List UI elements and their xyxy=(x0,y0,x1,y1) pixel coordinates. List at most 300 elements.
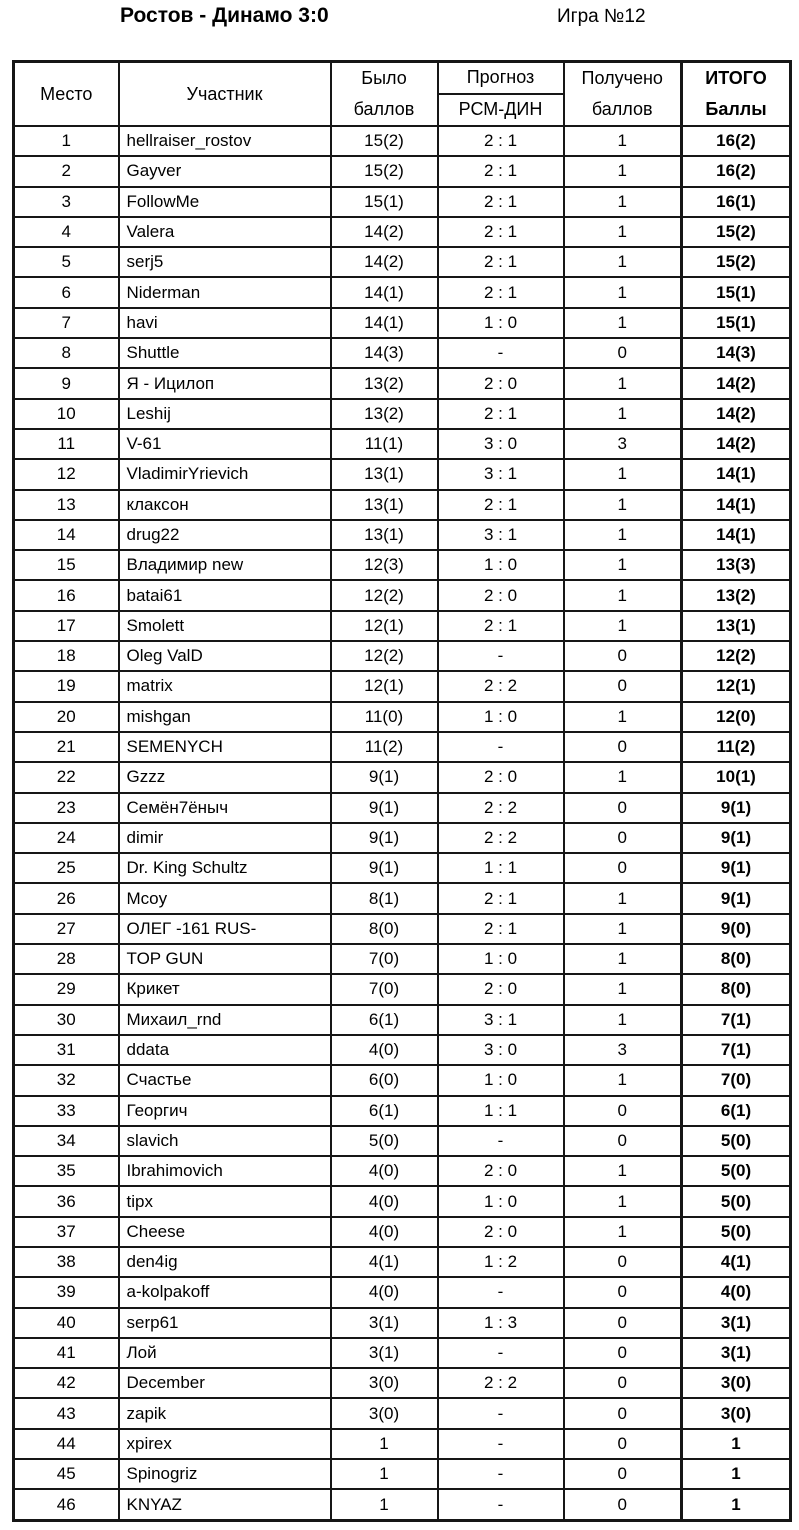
received-points-cell: 0 xyxy=(564,1126,682,1156)
total-points-cell: 1 xyxy=(682,1459,791,1489)
received-points-cell: 1 xyxy=(564,399,682,429)
received-points-cell: 1 xyxy=(564,914,682,944)
participant-cell: serp61 xyxy=(119,1308,331,1338)
place-cell: 40 xyxy=(14,1308,119,1338)
had-points-cell: 11(1) xyxy=(331,429,438,459)
table-row xyxy=(14,641,791,671)
forecast-cell: 2 : 0 xyxy=(438,1217,564,1247)
place-cell: 37 xyxy=(14,1217,119,1247)
table-row xyxy=(14,156,791,186)
total-points-cell: 9(0) xyxy=(682,914,791,944)
col-header-forecast-label: Прогноз xyxy=(466,67,535,88)
total-points-cell: 3(0) xyxy=(682,1398,791,1428)
had-points-cell: 13(2) xyxy=(331,368,438,398)
forecast-cell: - xyxy=(438,1489,564,1520)
place-cell: 20 xyxy=(14,702,119,732)
place-cell: 34 xyxy=(14,1126,119,1156)
total-points-cell: 3(1) xyxy=(682,1338,791,1368)
received-points-cell: 1 xyxy=(564,611,682,641)
table-row xyxy=(14,1217,791,1247)
had-points-cell: 9(1) xyxy=(331,823,438,853)
had-points-cell: 1 xyxy=(331,1489,438,1520)
total-points-cell: 15(1) xyxy=(682,277,791,307)
place-cell: 30 xyxy=(14,1005,119,1035)
participant-cell: Я - Ицилоп xyxy=(119,368,331,398)
col-header-had-line1: Было xyxy=(361,68,407,88)
participant-cell: zapik xyxy=(119,1398,331,1428)
forecast-cell: 2 : 1 xyxy=(438,217,564,247)
received-points-cell: 0 xyxy=(564,1489,682,1520)
table-row xyxy=(14,1459,791,1489)
received-points-cell: 1 xyxy=(564,944,682,974)
had-points-cell: 12(1) xyxy=(331,671,438,701)
had-points-cell: 4(0) xyxy=(331,1035,438,1065)
table-row xyxy=(14,671,791,701)
col-header-received-points xyxy=(564,62,682,127)
participant-cell: a-kolpakoff xyxy=(119,1277,331,1307)
col-header-had-points xyxy=(331,62,438,127)
received-points-cell: 0 xyxy=(564,793,682,823)
received-points-cell: 1 xyxy=(564,459,682,489)
total-points-cell: 1 xyxy=(682,1489,791,1520)
participant-cell: клаксон xyxy=(119,490,331,520)
participant-cell: Gzzz xyxy=(119,762,331,792)
forecast-cell: 2 : 1 xyxy=(438,126,564,156)
place-cell: 17 xyxy=(14,611,119,641)
had-points-cell: 14(2) xyxy=(331,247,438,277)
received-points-cell: 1 xyxy=(564,1065,682,1095)
had-points-cell: 13(2) xyxy=(331,399,438,429)
table-row xyxy=(14,823,791,853)
col-header-forecast xyxy=(438,62,564,94)
received-points-cell: 1 xyxy=(564,520,682,550)
received-points-cell: 1 xyxy=(564,550,682,580)
participant-cell: Mcoy xyxy=(119,883,331,913)
col-header-match-code xyxy=(438,94,564,126)
place-cell: 24 xyxy=(14,823,119,853)
table-row xyxy=(14,732,791,762)
place-cell: 13 xyxy=(14,490,119,520)
place-cell: 41 xyxy=(14,1338,119,1368)
forecast-cell: 2 : 1 xyxy=(438,247,564,277)
had-points-cell: 7(0) xyxy=(331,974,438,1004)
had-points-cell: 9(1) xyxy=(331,793,438,823)
had-points-cell: 3(0) xyxy=(331,1368,438,1398)
table-row xyxy=(14,944,791,974)
participant-cell: hellraiser_rostov xyxy=(119,126,331,156)
participant-cell: ОЛЕГ -161 RUS- xyxy=(119,914,331,944)
total-points-cell: 14(1) xyxy=(682,459,791,489)
had-points-cell: 9(1) xyxy=(331,762,438,792)
standings-body xyxy=(14,126,791,1520)
received-points-cell: 1 xyxy=(564,490,682,520)
participant-cell: slavich xyxy=(119,1126,331,1156)
forecast-cell: 2 : 2 xyxy=(438,793,564,823)
place-cell: 27 xyxy=(14,914,119,944)
received-points-cell: 1 xyxy=(564,247,682,277)
forecast-cell: 3 : 0 xyxy=(438,429,564,459)
table-header xyxy=(14,62,791,127)
forecast-cell: - xyxy=(438,338,564,368)
had-points-cell: 15(1) xyxy=(331,187,438,217)
forecast-cell: 1 : 0 xyxy=(438,308,564,338)
col-header-total xyxy=(682,62,791,127)
received-points-cell: 0 xyxy=(564,853,682,883)
place-cell: 15 xyxy=(14,550,119,580)
table-row xyxy=(14,550,791,580)
received-points-cell: 0 xyxy=(564,338,682,368)
participant-cell: dimir xyxy=(119,823,331,853)
table-row xyxy=(14,429,791,459)
forecast-cell: - xyxy=(438,732,564,762)
place-cell: 23 xyxy=(14,793,119,823)
forecast-cell: 2 : 1 xyxy=(438,611,564,641)
place-cell: 21 xyxy=(14,732,119,762)
forecast-cell: 2 : 1 xyxy=(438,277,564,307)
col-header-received-line1: Получено xyxy=(581,68,663,88)
place-cell: 38 xyxy=(14,1247,119,1277)
place-cell: 8 xyxy=(14,338,119,368)
participant-cell: December xyxy=(119,1368,331,1398)
total-points-cell: 13(2) xyxy=(682,580,791,610)
received-points-cell: 0 xyxy=(564,1338,682,1368)
total-points-cell: 14(1) xyxy=(682,520,791,550)
total-points-cell: 3(0) xyxy=(682,1368,791,1398)
col-header-place-label: Место xyxy=(40,83,93,104)
received-points-cell: 1 xyxy=(564,1005,682,1035)
forecast-cell: 2 : 1 xyxy=(438,883,564,913)
place-cell: 43 xyxy=(14,1398,119,1428)
place-cell: 32 xyxy=(14,1065,119,1095)
place-cell: 1 xyxy=(14,126,119,156)
received-points-cell: 0 xyxy=(564,1459,682,1489)
had-points-cell: 4(0) xyxy=(331,1156,438,1186)
had-points-cell: 8(1) xyxy=(331,883,438,913)
received-points-cell: 1 xyxy=(564,1156,682,1186)
table-row xyxy=(14,883,791,913)
table-row xyxy=(14,914,791,944)
forecast-cell: 2 : 1 xyxy=(438,399,564,429)
participant-cell: drug22 xyxy=(119,520,331,550)
participant-cell: matrix xyxy=(119,671,331,701)
place-cell: 12 xyxy=(14,459,119,489)
table-row xyxy=(14,459,791,489)
received-points-cell: 1 xyxy=(564,368,682,398)
forecast-cell: 1 : 1 xyxy=(438,853,564,883)
table-row xyxy=(14,974,791,1004)
had-points-cell: 8(0) xyxy=(331,914,438,944)
forecast-cell: - xyxy=(438,1398,564,1428)
received-points-cell: 0 xyxy=(564,1308,682,1338)
total-points-cell: 15(1) xyxy=(682,308,791,338)
had-points-cell: 11(0) xyxy=(331,702,438,732)
total-points-cell: 14(3) xyxy=(682,338,791,368)
total-points-cell: 7(1) xyxy=(682,1005,791,1035)
place-cell: 46 xyxy=(14,1489,119,1520)
table-row xyxy=(14,1489,791,1520)
had-points-cell: 5(0) xyxy=(331,1126,438,1156)
forecast-cell: 3 : 0 xyxy=(438,1035,564,1065)
total-points-cell: 5(0) xyxy=(682,1217,791,1247)
forecast-cell: 1 : 0 xyxy=(438,550,564,580)
forecast-cell: - xyxy=(438,641,564,671)
had-points-cell: 1 xyxy=(331,1429,438,1459)
table-row xyxy=(14,793,791,823)
forecast-cell: 1 : 1 xyxy=(438,1096,564,1126)
received-points-cell: 1 xyxy=(564,580,682,610)
col-header-total-line2: Баллы xyxy=(705,99,767,119)
table-row xyxy=(14,762,791,792)
forecast-cell: 2 : 1 xyxy=(438,156,564,186)
place-cell: 11 xyxy=(14,429,119,459)
place-cell: 4 xyxy=(14,217,119,247)
place-cell: 3 xyxy=(14,187,119,217)
participant-cell: Smolett xyxy=(119,611,331,641)
received-points-cell: 0 xyxy=(564,671,682,701)
forecast-cell: 2 : 0 xyxy=(438,1156,564,1186)
had-points-cell: 11(2) xyxy=(331,732,438,762)
total-points-cell: 5(0) xyxy=(682,1156,791,1186)
total-points-cell: 14(2) xyxy=(682,368,791,398)
participant-cell: Михаил_rnd xyxy=(119,1005,331,1035)
received-points-cell: 1 xyxy=(564,308,682,338)
participant-cell: Cheese xyxy=(119,1217,331,1247)
table-row xyxy=(14,1065,791,1095)
place-cell: 22 xyxy=(14,762,119,792)
col-header-total-line1: ИТОГО xyxy=(705,68,767,88)
had-points-cell: 4(0) xyxy=(331,1277,438,1307)
total-points-cell: 16(2) xyxy=(682,126,791,156)
table-row xyxy=(14,1005,791,1035)
participant-cell: Лой xyxy=(119,1338,331,1368)
place-cell: 39 xyxy=(14,1277,119,1307)
received-points-cell: 1 xyxy=(564,217,682,247)
total-points-cell: 15(2) xyxy=(682,247,791,277)
standings-table xyxy=(12,60,792,1522)
participant-cell: batai61 xyxy=(119,580,331,610)
had-points-cell: 6(0) xyxy=(331,1065,438,1095)
total-points-cell: 9(1) xyxy=(682,823,791,853)
total-points-cell: 13(3) xyxy=(682,550,791,580)
participant-cell: Gayver xyxy=(119,156,331,186)
total-points-cell: 5(0) xyxy=(682,1186,791,1216)
place-cell: 31 xyxy=(14,1035,119,1065)
place-cell: 16 xyxy=(14,580,119,610)
table-row xyxy=(14,1368,791,1398)
place-cell: 2 xyxy=(14,156,119,186)
had-points-cell: 7(0) xyxy=(331,944,438,974)
received-points-cell: 3 xyxy=(564,1035,682,1065)
total-points-cell: 7(0) xyxy=(682,1065,791,1095)
table-row xyxy=(14,853,791,883)
forecast-cell: 2 : 1 xyxy=(438,914,564,944)
total-points-cell: 14(2) xyxy=(682,429,791,459)
participant-cell: Владимир new xyxy=(119,550,331,580)
participant-cell: Ibrahimovich xyxy=(119,1156,331,1186)
participant-cell: Счастье xyxy=(119,1065,331,1095)
had-points-cell: 9(1) xyxy=(331,853,438,883)
total-points-cell: 12(1) xyxy=(682,671,791,701)
place-cell: 14 xyxy=(14,520,119,550)
table-row xyxy=(14,1035,791,1065)
col-header-place xyxy=(14,62,119,127)
col-header-participant-label: Участник xyxy=(186,83,263,104)
table-row xyxy=(14,308,791,338)
participant-cell: Крикет xyxy=(119,974,331,1004)
had-points-cell: 1 xyxy=(331,1459,438,1489)
table-row xyxy=(14,580,791,610)
participant-cell: Niderman xyxy=(119,277,331,307)
participant-cell: Dr. King Schultz xyxy=(119,853,331,883)
forecast-cell: 2 : 0 xyxy=(438,974,564,1004)
table-row xyxy=(14,520,791,550)
received-points-cell: 0 xyxy=(564,641,682,671)
received-points-cell: 3 xyxy=(564,429,682,459)
total-points-cell: 13(1) xyxy=(682,611,791,641)
forecast-cell: 2 : 2 xyxy=(438,1368,564,1398)
had-points-cell: 15(2) xyxy=(331,126,438,156)
participant-cell: mishgan xyxy=(119,702,331,732)
participant-cell: Семён7ёныч xyxy=(119,793,331,823)
forecast-cell: 3 : 1 xyxy=(438,459,564,489)
participant-cell: Oleg ValD xyxy=(119,641,331,671)
col-header-had-line2: баллов xyxy=(353,99,415,119)
had-points-cell: 12(1) xyxy=(331,611,438,641)
place-cell: 19 xyxy=(14,671,119,701)
place-cell: 18 xyxy=(14,641,119,671)
table-row xyxy=(14,277,791,307)
received-points-cell: 0 xyxy=(564,1247,682,1277)
had-points-cell: 14(1) xyxy=(331,277,438,307)
had-points-cell: 13(1) xyxy=(331,490,438,520)
table-row xyxy=(14,126,791,156)
participant-cell: ddata xyxy=(119,1035,331,1065)
table-row xyxy=(14,1338,791,1368)
total-points-cell: 1 xyxy=(682,1429,791,1459)
table-row xyxy=(14,187,791,217)
place-cell: 36 xyxy=(14,1186,119,1216)
table-row xyxy=(14,399,791,429)
place-cell: 45 xyxy=(14,1459,119,1489)
had-points-cell: 14(1) xyxy=(331,308,438,338)
participant-cell: Shuttle xyxy=(119,338,331,368)
received-points-cell: 0 xyxy=(564,1277,682,1307)
had-points-cell: 14(3) xyxy=(331,338,438,368)
place-cell: 35 xyxy=(14,1156,119,1186)
received-points-cell: 0 xyxy=(564,823,682,853)
forecast-cell: 2 : 0 xyxy=(438,762,564,792)
received-points-cell: 1 xyxy=(564,156,682,186)
table-row xyxy=(14,490,791,520)
had-points-cell: 12(3) xyxy=(331,550,438,580)
table-row xyxy=(14,1277,791,1307)
had-points-cell: 3(1) xyxy=(331,1338,438,1368)
had-points-cell: 13(1) xyxy=(331,520,438,550)
participant-cell: VladimirYrievich xyxy=(119,459,331,489)
total-points-cell: 4(1) xyxy=(682,1247,791,1277)
place-cell: 26 xyxy=(14,883,119,913)
table-row xyxy=(14,368,791,398)
forecast-cell: 2 : 1 xyxy=(438,490,564,520)
place-cell: 29 xyxy=(14,974,119,1004)
participant-cell: Valera xyxy=(119,217,331,247)
forecast-cell: 1 : 0 xyxy=(438,1065,564,1095)
table-row xyxy=(14,1429,791,1459)
table-row xyxy=(14,1186,791,1216)
forecast-cell: 3 : 1 xyxy=(438,1005,564,1035)
col-header-participant xyxy=(119,62,331,127)
had-points-cell: 4(0) xyxy=(331,1186,438,1216)
forecast-cell: - xyxy=(438,1277,564,1307)
participant-cell: KNYAZ xyxy=(119,1489,331,1520)
table-row xyxy=(14,1308,791,1338)
col-header-received-line2: баллов xyxy=(591,99,653,119)
table-row xyxy=(14,1156,791,1186)
forecast-cell: - xyxy=(438,1459,564,1489)
had-points-cell: 4(0) xyxy=(331,1217,438,1247)
forecast-cell: - xyxy=(438,1429,564,1459)
had-points-cell: 3(1) xyxy=(331,1308,438,1338)
total-points-cell: 3(1) xyxy=(682,1308,791,1338)
total-points-cell: 14(2) xyxy=(682,399,791,429)
had-points-cell: 15(2) xyxy=(331,156,438,186)
forecast-cell: 1 : 0 xyxy=(438,702,564,732)
total-points-cell: 8(0) xyxy=(682,974,791,1004)
participant-cell: serj5 xyxy=(119,247,331,277)
participant-cell: FollowMe xyxy=(119,187,331,217)
total-points-cell: 10(1) xyxy=(682,762,791,792)
received-points-cell: 1 xyxy=(564,974,682,1004)
total-points-cell: 12(2) xyxy=(682,641,791,671)
table-row xyxy=(14,247,791,277)
participant-cell: havi xyxy=(119,308,331,338)
table-row xyxy=(14,1398,791,1428)
total-points-cell: 7(1) xyxy=(682,1035,791,1065)
place-cell: 28 xyxy=(14,944,119,974)
had-points-cell: 4(1) xyxy=(331,1247,438,1277)
game-number: Игра №12 xyxy=(557,6,646,27)
forecast-cell: 2 : 1 xyxy=(438,187,564,217)
participant-cell: tipx xyxy=(119,1186,331,1216)
received-points-cell: 0 xyxy=(564,1368,682,1398)
table-row xyxy=(14,1247,791,1277)
total-points-cell: 11(2) xyxy=(682,732,791,762)
had-points-cell: 13(1) xyxy=(331,459,438,489)
total-points-cell: 9(1) xyxy=(682,853,791,883)
place-cell: 44 xyxy=(14,1429,119,1459)
table-row xyxy=(14,702,791,732)
participant-cell: V-61 xyxy=(119,429,331,459)
forecast-cell: 2 : 2 xyxy=(438,823,564,853)
table-row xyxy=(14,338,791,368)
had-points-cell: 6(1) xyxy=(331,1005,438,1035)
table-row xyxy=(14,1126,791,1156)
forecast-cell: - xyxy=(438,1126,564,1156)
participant-cell: xpirex xyxy=(119,1429,331,1459)
place-cell: 33 xyxy=(14,1096,119,1126)
place-cell: 9 xyxy=(14,368,119,398)
total-points-cell: 8(0) xyxy=(682,944,791,974)
table-row xyxy=(14,1096,791,1126)
forecast-cell: - xyxy=(438,1338,564,1368)
match-title: Ростов - Динамо 3:0 xyxy=(120,4,329,27)
total-points-cell: 9(1) xyxy=(682,793,791,823)
total-points-cell: 5(0) xyxy=(682,1126,791,1156)
participant-cell: Георгич xyxy=(119,1096,331,1126)
received-points-cell: 1 xyxy=(564,702,682,732)
received-points-cell: 1 xyxy=(564,883,682,913)
place-cell: 7 xyxy=(14,308,119,338)
